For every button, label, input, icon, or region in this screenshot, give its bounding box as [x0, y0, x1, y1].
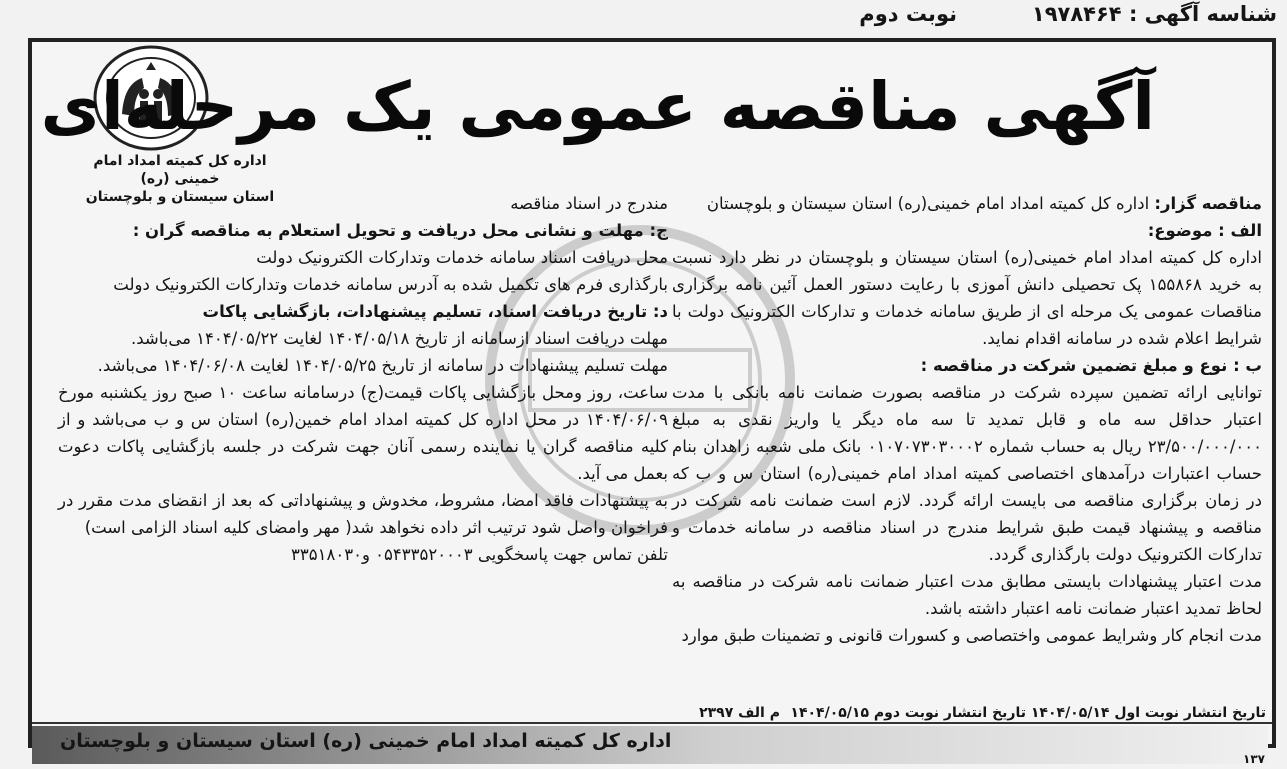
- guarantee-text-2: مدت اعتبار پیشنهادات بایستی مطابق مدت اعتبار ضمانت نامه شرکت در مناقصه به لحاظ تمدید اعتبار ضمانت نامه اعتبار داشته باشد.: [672, 572, 1262, 618]
- address-text-1: محل دریافت اسناد سامانه خدمات وتدارکات الکترونیک دولت: [256, 248, 668, 267]
- footer-divider: [32, 722, 1272, 724]
- guarantee-heading: ب : نوع و مبلغ تضمین شرکت در مناقصه :: [920, 356, 1262, 375]
- publication-round: نوبت دوم: [859, 2, 957, 26]
- logo-caption-line2: استان سیستان و بلوچستان: [85, 189, 275, 205]
- dates-text-3: ساعت، روز ومحل بازگشایی پاکات قیمت(ج) درسامانه ساعت ۱۰ صبح روز یکشنبه مورخ ۱۴۰۴/۰۶/۰۹ در محل اداره کل کمیته امداد امام خمین(ره) استان س و ب می‌باشد و از کلیه مناقصه گران یا نماینده رسمی آنان جهت شرکت در جلسه بازگشایی پاکات دعوت بعمل می آید.: [58, 383, 669, 483]
- guarantee-text-1: توانایی ارائه تضمین سپرده شرکت در مناقصه بصورت ضمانت نامه بانکی با مدت اعتبار حداقل سه ماه و قابل تمدید تا سه ماه دیگر یا واریز نقدی به مبلغ ۲۳/۵۰۰/۰۰۰/۰۰۰ ریال به حساب شماره ۰۱۰۷۰۷۳۰۳۰۰۰۲ بانک ملی شعبه زاهدان بنام حساب اعتبارات درآمدهای اختصاصی کمیته امداد امام خمینی(ره) استان س و ب که در زمان برگزاری مناقصه می بایست ارائه گردد. لازم است ضمانت نامه شرکت در مناقصه و پیشنهاد قیمت طبق شرایط مندرج در اسناد مناقصه در سامانه خدمات و تدارکات الکترونیک دولت بارگذاری گردد.: [672, 383, 1262, 564]
- phone-text: تلفن تماس جهت پاسخگویی ۰۵۴۳۳۵۲۰۰۰۳ و۳۳۵۱۸۰۳۰: [291, 545, 668, 564]
- address-heading: ج: مهلت و نشانی محل دریافت و تحویل استعلام به مناقصه گران :: [132, 221, 668, 240]
- logo-caption-line1: اداره کل کمیته امداد امام خمینی (ره): [93, 153, 267, 187]
- address-text-2: بارگذاری فرم های تکمیل شده به آدرس سامانه خدمات وتدارکات الکترونیک دولت: [113, 275, 668, 294]
- ad-title: آگهی مناقصه عمومی یک مرحله‌ای: [40, 68, 1155, 145]
- subject-heading: الف : موضوع:: [1147, 221, 1262, 240]
- dates-text-1: مهلت دریافت اسناد ازسامانه از تاریخ ۱۴۰۴/۰۵/۱۸ لغایت ۱۴۰۴/۰۵/۲۲ می‌باشد.: [130, 329, 668, 348]
- continued-text: مندرج در اسناد مناقصه: [510, 194, 668, 213]
- page-number: ۱۳۷: [1243, 752, 1265, 766]
- dates-text-2: مهلت تسلیم پیشنهادات در سامانه از تاریخ ۱۴۰۴/۰۵/۲۵ لغایت ۱۴۰۴/۰۶/۰۸ می‌باشد.: [97, 356, 668, 375]
- guarantee-text-3: مدت انجام کار وشرایط عمومی واختصاصی و کسورات قانونی و تضمینات طبق موارد: [681, 626, 1262, 645]
- ad-id: شناسه آگهی : ۱۹۷۸۴۶۴: [1031, 2, 1277, 26]
- dates-text-4: به پیشنهادات فاقد امضا، مشروط، مخدوش و پیشنهاداتی که بعد از انقضای مدت مقرر در فراخوان واصل شود ترتیب اثر داده نخواهد شد( مهر وامضای کلیه اسناد الزامی است): [58, 491, 668, 537]
- publication-dates: تاریخ انتشار نوبت اول ۱۴۰۴/۰۵/۱۴ تاریخ انتشار نوبت دوم ۱۴۰۴/۰۵/۱۵: [790, 705, 1266, 721]
- issuer-text: اداره کل کمیته امداد امام خمینی(ره) استان سیستان و بلوچستان: [706, 194, 1155, 213]
- dates-heading: د: تاریخ دریافت اسناد، تسلیم پیشنهادات، بازگشایی پاکات: [202, 302, 668, 321]
- footer-organization: اداره کل کمیته امداد امام خمینی (ره) استان سیستان و بلوچستان: [60, 730, 672, 752]
- left-column: [58, 190, 668, 568]
- right-column: [672, 190, 1262, 649]
- ad-reference: م الف ۲۳۹۷: [699, 705, 780, 721]
- issuer-label: مناقصه گزار:: [1154, 194, 1262, 213]
- subject-text: اداره کل کمیته امداد امام خمینی(ره) استان سیستان و بلوچستان در نظر دارد نسبت به خرید ۱۵۵۸۶۸ پک تحصیلی دانش آموزی با رعایت دستور العمل آئین نامه برگزاری مناقصات عمومی یک مرحله ای از طریق سامانه خدمات و تدارکات الکترونیک دولت با شرایط اعلام شده در سامانه اقدام نماید.: [672, 248, 1262, 348]
